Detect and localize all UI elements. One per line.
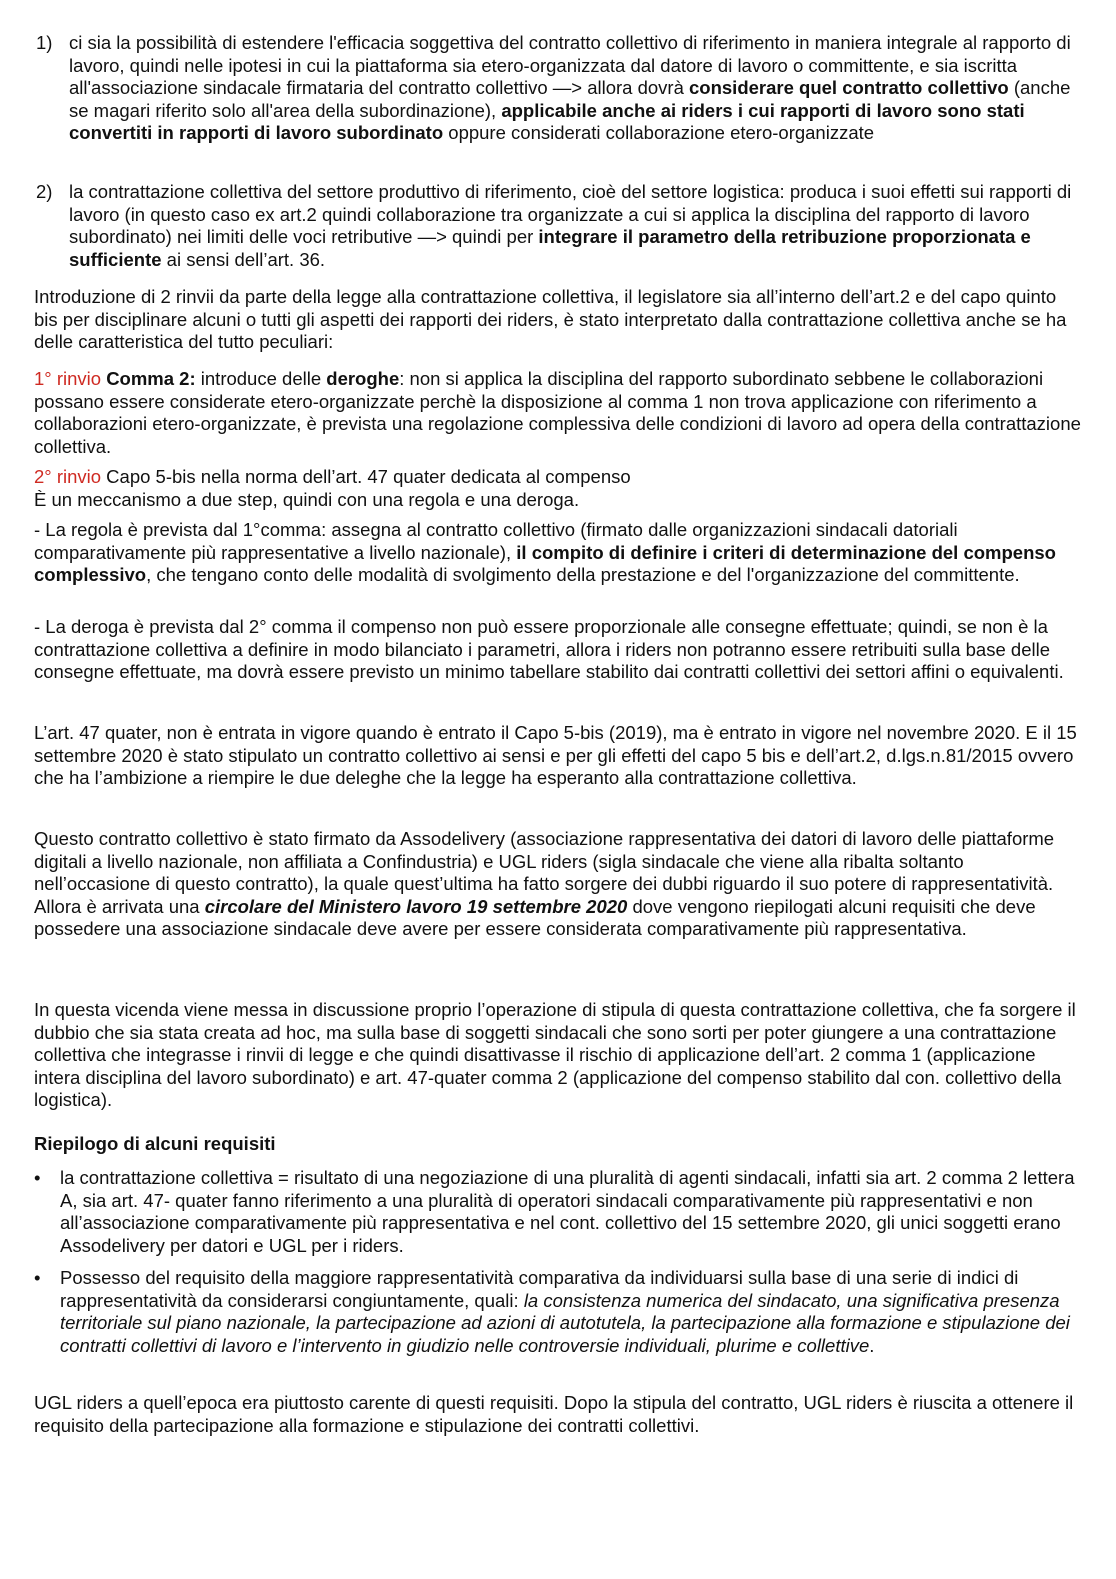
vicenda-paragraph: In questa vicenda viene messa in discussione proprio l’operazione di stipula di questa contrattazione collettiva, che fa sorgere il dubbio che sia stata creata ad hoc, ma sulla base di soggetti sindacali che sono sorti per poter giungere a una contrattazione collettiva che integrasse i rinvii di legge e che quindi disattivasse il rischio di applicazione dell’art. 2 comma 1 (applicazione intera disciplina del lavoro subordinato) e art. 47-quater comma 2 (applicazione del compenso stabilito dal con. collettivo della logistica). (34, 999, 1076, 1111)
list-item-2: la contrattazione collettiva del settore produttivo di riferimento, cioè del settore logistica: produca i suoi effetti sui rapporti di lavoro (in questo caso ex art.2 quindi collaborazione tra organizzate a cui si applica la disciplina del rapporto di lavoro subordinato) nei limiti delle voci retributive —> quindi per integrare il parametro della retribuzione proporzionata e sufficiente ai sensi dell’art. 36. (69, 181, 1072, 270)
bullet-2-marker: • (34, 1267, 41, 1288)
rinvio-2-paragraph: 2° rinvio Capo 5-bis nella norma dell’art. 47 quater dedicata al compenso È un meccanismo a due step, quindi con una regola e una deroga. (34, 466, 631, 510)
list-item-1: ci sia la possibilità di estendere l'efficacia soggettiva del contratto collettivo di riferimento in maniera integrale al rapporto di lavoro, quindi nelle ipotesi in cui la piattaforma sia etero-organizzata dal datore di lavoro o committente, e sia iscritta all'associazione sindacale firmataria del contratto collettivo —> allora dovrà considerare quel contratto collettivo (anche se magari riferito solo all'area della subordinazione), applicabile anche ai riders i cui rapporti di lavoro sono stati convertiti in rapporti di lavoro subordinato oppure considerati collaborazione etero-organizzate (69, 32, 1071, 144)
contratto-paragraph: Questo contratto collettivo è stato firmato da Assodelivery (associazione rappresentativa dei datori di lavoro delle piattaforme digitali a livello nazionale, non affiliata a Confindustria) e UGL riders (sigla sindacale che viene alla ribalta soltanto nell’occasione di questo contratto), la quale quest’ultima ha fatto sorgere dei dubbi riguardo il suo potere di rappresentatività. Allora è arrivata una circolare del Ministero lavoro 19 settembre 2020 dove vengono riepilogati alcuni requisiti che deve possedere una associazione sindacale deve avere per essere considerata comparativamente più rappresentativa. (34, 828, 1055, 940)
bullet-item-2: Possesso del requisito della maggiore rappresentatività comparativa da individuarsi sulla base di una serie di indici di rappresentatività da considerarsi congiuntamente, quali: la consistenza numerica del sindacato, una significativa presenza territoriale sul piano nazionale, la partecipazione ad azioni di autotutela, la partecipazione alla formazione e stipulazione dei contratti collettivi di lavoro e l’intervento in giudizio nelle controversie individuali, plurime e collettive. (60, 1267, 1070, 1356)
list-number-2: 2) (36, 181, 53, 202)
section-heading: Riepilogo di alcuni requisiti (34, 1133, 276, 1154)
rinvio-1-label: 1° rinvio (34, 368, 102, 389)
regola-paragraph: - La regola è prevista dal 1°comma: assegna al contratto collettivo (firmato dalle organizzazioni sindacali datoriali comparativamente più rappresentative a livello nazionale), il compito di definire i criteri di determinazione del compenso complessivo, che tengano conto delle modalità di svolgimento della prestazione e del l'organizzazione del committente. (34, 519, 1056, 586)
bullet-1-marker: • (34, 1167, 41, 1188)
deroga-paragraph: - La deroga è prevista dal 2° comma il compenso non può essere proporzionale alle consegne effettuate; quindi, se non è la contrattazione collettiva a definire in modo bilanciato i parametri, allora i riders non potranno essere retribuiti sulla base delle consegne effettuate, ma dovrà essere previsto un minimo tabellare stabilito dai contratti collettivi dei settori affini o equivalenti. (34, 616, 1064, 683)
rinvio-1-paragraph: 1° rinvio Comma 2: introduce delle deroghe: non si applica la disciplina del rapporto subordinato sebbene le collaborazioni possano essere considerate etero-organizzate perchè la disposizione al comma 1 non trova applicazione con riferimento a collaborazioni etero-organizzate, è prevista una regolazione complessiva delle condizioni di lavoro ad opera della contrattazione collettiva. (34, 368, 1081, 457)
art47-paragraph: L’art. 47 quater, non è entrata in vigore quando è entrato il Capo 5-bis (2019), ma è entrato in vigore nel novembre 2020. E il 15 settembre 2020 è stato stipulato un contratto collettivo ai sensi e per gli effetti del capo 5 bis e dell’art.2, d.lgs.n.81/2015 ovvero che ha l’ambizione a riempire le due deleghe che la legge ha esperanto alla contrattazione collettiva. (34, 722, 1077, 789)
list-number-1: 1) (36, 32, 53, 53)
bullet-item-1: la contrattazione collettiva = risultato di una negoziazione di una pluralità di agenti sindacali, infatti sia art. 2 comma 2 lettera A, sia art. 47- quater fanno riferimento a una pluralità di operatori sindacali comparativamente più rappresentativi e non all’associazione comparativamente più rappresentativa e nel cont. collettivo del 15 settembre 2020, gli unici soggetti erano Assodelivery per datori e UGL per i riders. (60, 1167, 1075, 1256)
intro-paragraph: Introduzione di 2 rinvii da parte della legge alla contrattazione collettiva, il legislatore sia all’interno dell’art.2 e del capo quinto bis per disciplinare alcuni o tutti gli aspetti dei rapporti dei riders, è stato interpretato dalla contrattazione collettiva anche se ha delle caratteristica del tutto peculiari: (34, 286, 1067, 353)
ugl-paragraph: UGL riders a quell’epoca era piuttosto carente di questi requisiti. Dopo la stipula del contratto, UGL riders è riuscita a ottenere il requisito della partecipazione alla formazione e stipulazione dei contratti collettivi. (34, 1392, 1074, 1436)
rinvio-2-label: 2° rinvio (34, 466, 102, 487)
